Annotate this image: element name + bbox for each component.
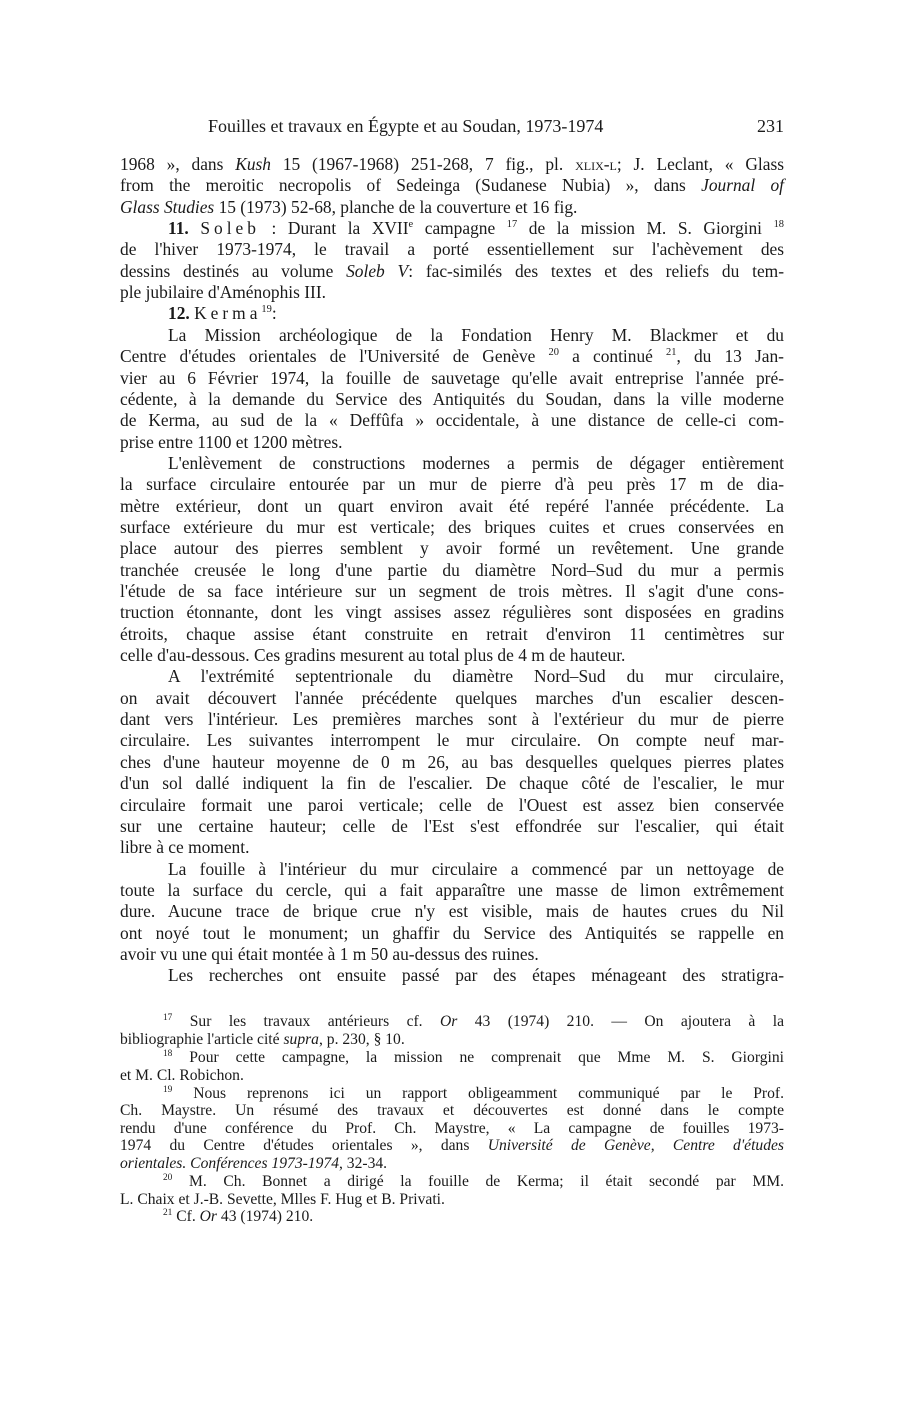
- text-span: La Mission archéologique de la Fondation Henry M. Blackmer et du: [168, 324, 784, 345]
- text-span: Cf.: [172, 1208, 200, 1225]
- text-line: [120, 473, 784, 495]
- text-span: de Kerma, au sud de la « Deffûfa » occidentale, à une distance de celle-ci com-: [120, 410, 784, 431]
- text-line: [120, 238, 784, 260]
- text-line: [168, 452, 784, 474]
- text-span: de la mission M. S. Giorgini: [517, 218, 774, 239]
- text-span: Or: [199, 1208, 217, 1225]
- text-line: [120, 196, 784, 218]
- text-line: [120, 900, 784, 922]
- text-span: Soleb V: [346, 260, 409, 281]
- text-span: la surface circulaire entourée par un mur de pierre d'à peu près 17 m de dia-: [120, 474, 784, 495]
- text-span: avoir vu une qui était montée à 1 m 50 au-dessus des ruines.: [120, 943, 539, 964]
- footnote-line: [120, 1120, 784, 1138]
- text-span: , 32-34.: [339, 1155, 388, 1172]
- text-line: [120, 559, 784, 581]
- text-span: Centre d'études orientales de l'Université de Genève: [120, 346, 549, 367]
- text-span: 43 (1974) 210.: [217, 1208, 314, 1225]
- footnote-marker: 20: [548, 347, 559, 359]
- footnote-line: [120, 1155, 784, 1173]
- text-span: on avait découvert l'année précédente quelques marches d'un escalier descen-: [120, 687, 784, 708]
- footnote-marker: 19: [261, 304, 272, 316]
- text-span: toute la surface du cercle, qui a fait apparaître une masse de limon extrêmement: [120, 879, 784, 900]
- text-span: a continué: [558, 346, 667, 367]
- text-span: circulaire formait une paroi verticale; celle de l'Ouest est assez bien conservée: [120, 794, 784, 815]
- text-span: celle d'au-dessous. Ces gradins mesurent au total plus de 4 m de hauteur.: [120, 645, 626, 666]
- footnote-line: [163, 1208, 784, 1226]
- text-span: , du 13 Jan-: [676, 346, 784, 367]
- text-span: 15 (1967-1968) 251-268, 7 fig., pl.: [270, 154, 576, 174]
- text-span: 15 (1973) 52-68, planche de la couverture et 16 fig.: [214, 196, 578, 217]
- text-span: 11.: [168, 218, 201, 239]
- text-span: ; J. Leclant, « Glass: [616, 154, 784, 174]
- text-span: dessins destinés au volume: [120, 260, 347, 281]
- text-line: [120, 174, 784, 196]
- text-span: circulaire. Les suivantes interrompent le mur circulaire. On compte neuf mar-: [120, 730, 784, 751]
- text-span: Université de Genève, Centre d'études: [487, 1137, 784, 1154]
- text-span: A l'extrémité septentrionale du diamètre Nord–Sud du mur circulaire,: [168, 666, 784, 687]
- running-header: [120, 116, 784, 140]
- text-span: Ch. Maystre. Un résumé des travaux et découvertes est donné dans le compte: [120, 1102, 784, 1119]
- text-span: Sur les travaux antérieurs cf.: [172, 1013, 440, 1030]
- text-span: Journal of: [701, 175, 784, 196]
- text-line: [120, 495, 784, 517]
- footnote-number: 19: [163, 1084, 173, 1095]
- text-span: sur une certaine hauteur; celle de l'Est s'est effondrée sur l'escalier, qui était: [120, 815, 784, 836]
- text-span: La fouille à l'intérieur du mur circulaire a commencé par un nettoyage de: [168, 858, 784, 879]
- text-span: : Durant la XVII: [259, 218, 409, 239]
- text-span: vier au 6 Février 1974, la fouille de sauvetage qu'elle avait entreprise l'année pré-: [120, 367, 784, 388]
- footnote-line: [120, 1191, 784, 1209]
- text-line: [120, 281, 784, 303]
- text-span: ont noyé tout le monument; un ghaffir du Service des Antiquités se rappelle en: [120, 922, 784, 943]
- text-span: L. Chaix et J.-B. Sevette, Mlles F. Hug et B. Privati.: [120, 1191, 445, 1208]
- text-span: 1968 », dans: [120, 154, 236, 174]
- text-line: [120, 516, 784, 538]
- footnote-number: 17: [163, 1012, 173, 1023]
- text-line: [120, 943, 784, 965]
- text-span: : fac-similés des textes et des reliefs du tem-: [408, 260, 784, 281]
- text-span: 12.: [168, 303, 195, 324]
- text-span: bibliographie l'article cité: [120, 1031, 284, 1048]
- text-span: ple jubilaire d'Aménophis III.: [120, 282, 326, 303]
- page-number: 231: [757, 116, 784, 136]
- text-line: [120, 537, 784, 559]
- text-line: [120, 751, 784, 773]
- text-span: Kerma: [194, 303, 262, 324]
- text-line: [120, 815, 784, 837]
- footnote-marker: e: [408, 219, 414, 231]
- text-span: , p. 230, § 10.: [318, 1031, 405, 1048]
- text-line: [168, 665, 784, 687]
- text-span: étroits, chaque assise étant construite en retrait d'environ 11 centimètres sur: [120, 623, 784, 644]
- text-span: l'étude de sa face intérieure sur un segment de trois mètres. Il s'agit d'une cons-: [120, 581, 784, 601]
- text-line: [120, 644, 784, 666]
- text-line: [168, 324, 784, 346]
- text-line: [168, 217, 784, 239]
- footnote-line: [120, 1067, 784, 1085]
- text-span: Soleb: [200, 218, 260, 239]
- text-span: Kush: [235, 154, 271, 174]
- text-span: d'un sol dallé indiquent la fin de l'escalier. De chaque côté de l'escalier, le mur: [120, 773, 784, 794]
- text-span: et M. Cl. Robichon.: [120, 1067, 244, 1084]
- text-line: [120, 623, 784, 645]
- text-line: [168, 302, 784, 324]
- footnote-line: [120, 1137, 784, 1155]
- text-span: Glass Studies: [120, 196, 215, 217]
- text-line: [120, 687, 784, 709]
- text-span: tranchée creusée le long d'une partie du diamètre Nord–Sud du mur a permis: [120, 559, 784, 580]
- text-span: xlix-l: [575, 154, 617, 174]
- text-line: [120, 580, 784, 602]
- text-span: cédente, à la demande du Service des Antiquités du Soudan, dans la ville moderne: [120, 388, 784, 409]
- text-line: [120, 153, 784, 175]
- text-line: [120, 601, 784, 623]
- footnote-line: [120, 1031, 784, 1049]
- footnote-marker: 18: [773, 219, 785, 231]
- footnote-marker: 21: [666, 347, 677, 359]
- text-line: [120, 879, 784, 901]
- text-line: [120, 367, 784, 389]
- text-span: Or: [439, 1013, 458, 1030]
- text-span: prise entre 1100 et 1200 mètres.: [120, 431, 343, 452]
- text-span: orientales. Conférences 1973-1974: [120, 1155, 339, 1172]
- text-span: Les recherches ont ensuite passé par des étapes ménageant des stratigra-: [168, 965, 784, 986]
- text-span: de l'hiver 1973-1974, le travail a porté essentiellement sur l'achèvement des: [120, 239, 784, 260]
- text-span: Pour cette campagne, la mission ne comprenait que Mme M. S. Giorgini: [172, 1049, 784, 1066]
- text-span: dure. Aucune trace de brique crue n'y est visible, mais de hautes crues du Nil: [120, 901, 784, 922]
- text-span: M. Ch. Bonnet a dirigé la fouille de Kerma; il était secondé par MM.: [172, 1173, 784, 1190]
- footnote-line: [163, 1173, 784, 1191]
- footnote-line: [163, 1049, 784, 1067]
- text-line: [120, 345, 784, 367]
- text-line: [168, 858, 784, 880]
- footnote-marker: 17: [506, 219, 518, 231]
- text-span: place autour des pierres semblent y avoir formé un revêtement. Une grande: [120, 538, 784, 559]
- text-line: [120, 708, 784, 730]
- text-span: rendu d'une conférence du Prof. Ch. Maystre, « La campagne de fouilles 1973-: [120, 1120, 784, 1137]
- text-line: [120, 260, 784, 282]
- text-span: from the meroitic necropolis of Sedeinga (Sudanese Nubia) », dans: [120, 175, 702, 196]
- footnote-line: [163, 1013, 784, 1031]
- text-line: [120, 922, 784, 944]
- text-span: surface extérieure du mur est verticale; des briques cuites et crues conservées en: [120, 516, 784, 537]
- text-line: [120, 409, 784, 431]
- text-span: mètre extérieur, dont un quart environ avait été repéré l'année précédente. La: [120, 495, 784, 516]
- running-title: Fouilles et travaux en Égypte et au Soudan, 1973-1974: [208, 116, 604, 136]
- text-line: [120, 388, 784, 410]
- text-span: ches d'une hauteur moyenne de 0 m 26, au bas desquelles quelques pierres plates: [120, 751, 784, 772]
- text-line: [120, 431, 784, 453]
- text-span: supra: [283, 1031, 319, 1048]
- text-span: campagne: [413, 218, 507, 239]
- footnote-number: 21: [163, 1207, 173, 1218]
- text-line: [120, 729, 784, 751]
- text-line: [120, 836, 784, 858]
- text-span: L'enlèvement de constructions modernes a permis de dégager entièrement: [168, 452, 784, 473]
- text-span: 1974 du Centre d'études orientales », dans: [120, 1137, 488, 1154]
- footnote-number: 20: [163, 1172, 173, 1183]
- text-span: dant vers l'intérieur. Les premières marches sont à l'extérieur du mur de pierre: [120, 709, 784, 730]
- text-line: [120, 794, 784, 816]
- text-span: libre à ce moment.: [120, 837, 250, 858]
- text-span: Nous reprenons ici un rapport obligeamment communiqué par le Prof.: [172, 1085, 784, 1102]
- text-line: [168, 964, 784, 986]
- text-span: 43 (1974) 210. — On ajoutera à la: [457, 1013, 785, 1030]
- footnote-number: 18: [163, 1048, 173, 1059]
- footnote-line: [163, 1085, 784, 1103]
- footnote-line: [120, 1102, 784, 1120]
- text-line: [120, 772, 784, 794]
- text-span: :: [271, 303, 277, 324]
- text-span: truction étonnante, dont les vingt assises assez régulières sont disposées en gradins: [120, 602, 784, 623]
